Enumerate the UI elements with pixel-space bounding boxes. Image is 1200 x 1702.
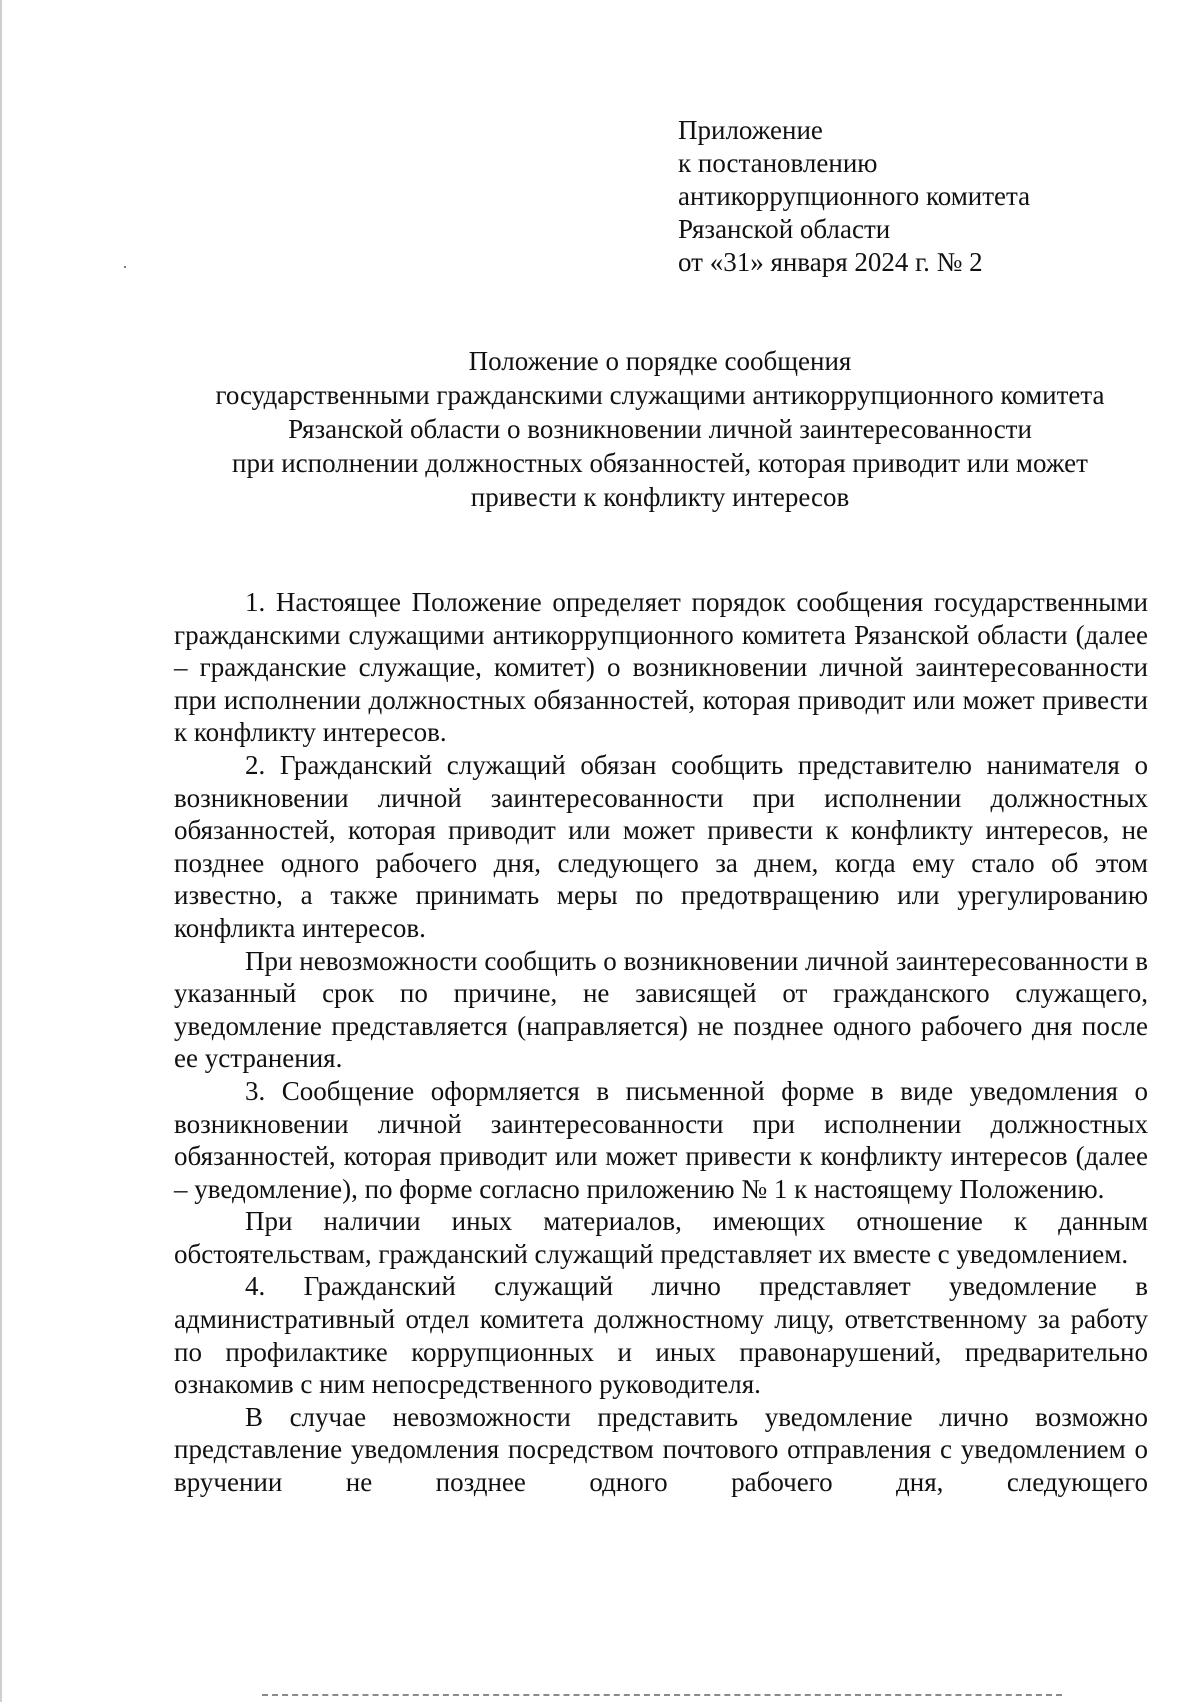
title-line: государственными гражданскими служащими антикоррупционного комитета xyxy=(215,380,1105,410)
approval-block xyxy=(678,114,1030,279)
approval-line: Рязанской области xyxy=(678,214,891,244)
page-bottom-rule xyxy=(262,1694,1062,1698)
paragraph-2: 2. Гражданский служащий обязан сообщить представителю нанимателя о возникновении личной заинтересованности при исполнении должностных обязанностей, которая приводит или может привести к конфликту интересов, не позднее одного рабочего дня, следующего за днем, когда ему стало об этом известно, а также принимать меры по предотвращению или урегулированию конфликта интересов. xyxy=(174,749,1148,943)
document-body xyxy=(174,586,1148,1499)
scan-left-edge xyxy=(0,0,2,1702)
paragraph-4: 4. Гражданский служащий лично представляет уведомление в административный отдел комитета должностному лицу, ответственному за работу по профилактике коррупционных и иных правонарушений, предварительно ознакомив с ним непосредственного руководителя. xyxy=(174,1271,1148,1400)
document-title xyxy=(140,344,1180,514)
scan-speck xyxy=(124,266,126,268)
paragraph-3-continued: При наличии иных материалов, имеющих отношение к данным обстоятельствам, гражданский служащий представляет их вместе с уведомлением. xyxy=(174,1206,1148,1269)
approval-line: антикоррупционного комитета xyxy=(678,181,1031,211)
title-line: Положение о порядке сообщения xyxy=(468,346,852,376)
approval-date-line: от «31» января 2024 г. № 2 xyxy=(678,247,983,277)
approval-line: Приложение xyxy=(678,115,823,145)
paragraph-4-continued: В случае невозможности представить уведомление лично возможно представление уведомления посредством почтового отправления с уведомлением о вручении не позднее одного рабочего дня, следующего xyxy=(174,1401,1148,1498)
paragraph-1: 1. Настоящее Положение определяет порядок сообщения государственными гражданскими служащими антикоррупционного комитета Рязанской области (далее – гражданские служащие, комитет) о возникновении личной заинтересованности при исполнении должностных обязанностей, которая приводит или может привести к конфликту интересов. xyxy=(174,587,1148,748)
title-line: привести к конфликту интересов xyxy=(470,482,850,512)
title-line: при исполнении должностных обязанностей, которая приводит или может xyxy=(232,448,1088,478)
paragraph-2-continued: При невозможности сообщить о возникновении личной заинтересованности в указанный срок по причине, не зависящей от гражданского служащего, уведомление представляется (направляется) не позднее одного рабочего дня после ее устранения. xyxy=(174,945,1148,1074)
paragraph-3: 3. Сообщение оформляется в письменной форме в виде уведомления о возникновении личной заинтересованности при исполнении должностных обязанностей, которая приводит или может привести к конфликту интересов (далее – уведомление), по форме согласно приложению № 1 к настоящему Положению. xyxy=(174,1075,1148,1204)
title-line: Рязанской области о возникновении личной заинтересованности xyxy=(288,414,1032,444)
approval-line: к постановлению xyxy=(678,148,878,178)
